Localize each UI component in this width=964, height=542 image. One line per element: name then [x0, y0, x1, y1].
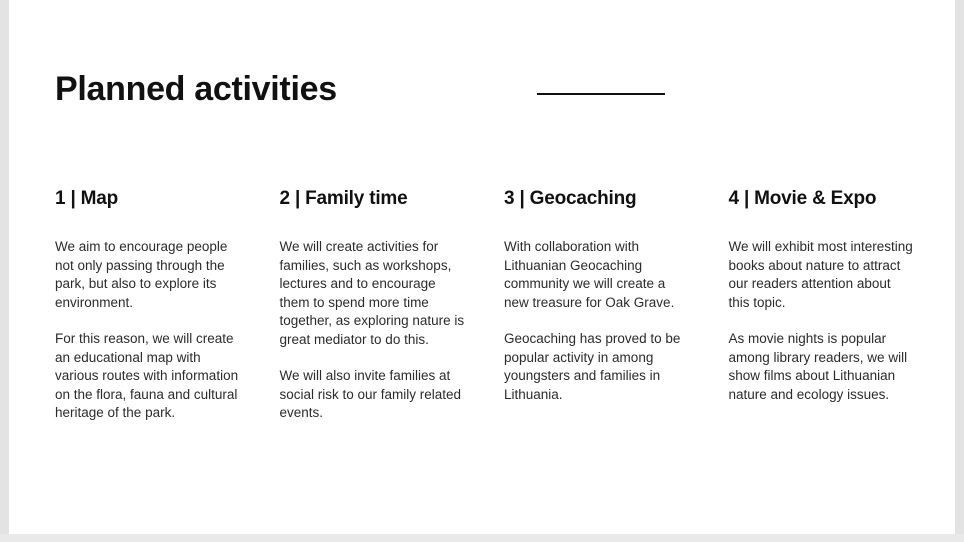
activity-paragraph: We aim to encourage people not only passing through the park, but also to explore its environment.: [55, 239, 228, 310]
slide-right-edge: [955, 0, 964, 542]
activity-column-1: [55, 188, 242, 423]
activity-heading-2: 2 | Family time: [279, 188, 408, 209]
activity-paragraph: We will create activities for families, such as workshops, lectures and to encourage them to spend more time together, as exploring nature is great mediator to do this.: [279, 239, 465, 347]
activity-heading-1: 1 | Map: [55, 188, 119, 209]
activity-column-2: [280, 188, 467, 423]
activity-column-3: [504, 188, 691, 423]
activity-paragraph: For this reason, we will create an educational map with various routes with information on the flora, fauna and cultural heritage of the park.: [55, 331, 239, 420]
slide-left-edge: [0, 0, 9, 542]
activity-heading-3: 3 | Geocaching: [504, 188, 637, 209]
activity-heading-4: 4 | Movie & Expo: [728, 188, 877, 209]
activity-paragraph: We will exhibit most interesting books about nature to attract our readers attention about this topic.: [728, 239, 913, 310]
page-title: Planned activities: [55, 70, 337, 108]
activity-paragraph: As movie nights is popular among library readers, we will show films about Lithuanian nature and ecology issues.: [728, 331, 908, 402]
activity-columns: [55, 188, 915, 423]
title-divider: [537, 93, 665, 95]
activity-paragraph: With collaboration with Lithuanian Geocaching community we will create a new treasure for Oak Grave.: [504, 239, 675, 310]
activity-column-4: [729, 188, 916, 423]
activity-paragraph: Geocaching has proved to be popular activity in among youngsters and families in Lithuania.: [504, 331, 681, 402]
slide-bottom-edge: [0, 534, 964, 542]
activity-paragraph: We will also invite families at social risk to our family related events.: [279, 368, 462, 420]
